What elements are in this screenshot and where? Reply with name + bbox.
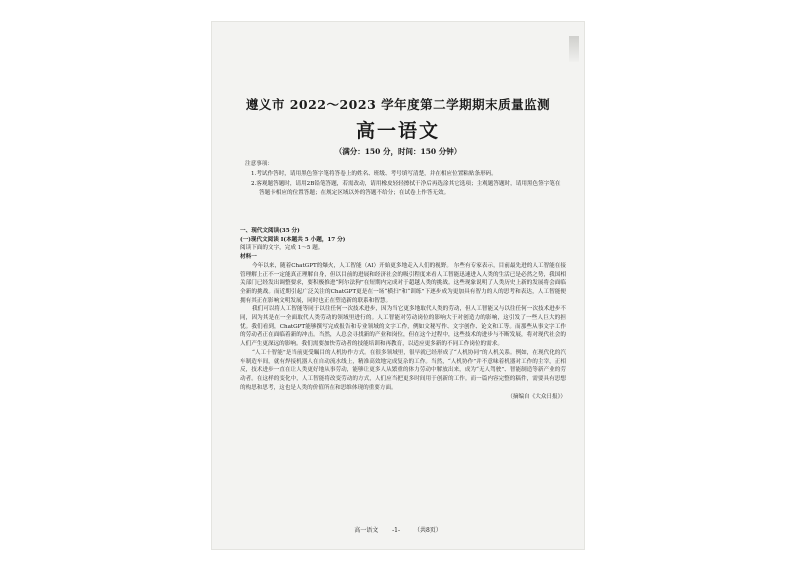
notice-block (245, 160, 565, 199)
scan-fold-mark (569, 36, 579, 62)
section-instruction: 阅读下面的文字，完成 1～5 题。 (240, 245, 324, 252)
notice-item: 1.考试作答时，请用黑色签字笔将答卷上的姓名、班级、考号填写清楚，并在相应位置粘贴条形码。 (251, 170, 497, 177)
subject-title: 高一语文 (355, 120, 440, 142)
section-title: 一、现代文阅读(35 分) (240, 228, 300, 234)
footer-page-number: -1- (392, 527, 401, 534)
section-subtitle: (一)现代文阅读 I(本题共 5 小题，17 分) (240, 236, 346, 243)
material-paragraph: 今年以来，随着ChatGPT的爆火，人工智能（AI）开始更多地走入人们的视野。 尔些有专家表示，目前最先进的人工智能在接管理解上正不一定能真正理解自身，但以目前的进展和经济社会的吸引程度来看人工智能迅速进入人类的生活已是必然之势，我国相关部门已经发出调整要求，要积极推进“阿尔法狗”在短期内完成对于超越人类的挑战。这些现象说明了人类历史上新的发展将会面临全新的挑战。而近期引起广泛关注的ChatGPT更是在一场“横扫”和“训练”下逐步成为更加具有智力的人的思考和表达，人工智能便拥有其正在影响文明发展，同时也正在塑造新的联系和智慧。 (240, 262, 566, 304)
notice-title: 注意事项： (245, 161, 273, 167)
exam-page (212, 22, 584, 549)
material-paragraph: “人工十智能”是当前更受瞩目的人机协作方式。在很多领域里，很早就已经形成了“人机协同”的人机关系。例如，在现代化的汽车制造车间，就有焊接机器人在自动流水线上，精准高效地完成复杂的工作。当然，“人机协作”并不意味着机器对工作的主宰，正相反，技术进步一直在让人类更好地从事劳动，能够让更多人从繁重的体力劳动中解放出来，成为“无人驾驶”、智能制造等新产业的劳动者。在这样的变化中，人工智能将改变劳动的方式，人们应当把更多时间用于创新的工作。而一篇内容完整的稿件，需要具有思想的构思和思考，这也是人类的价值所在和思维体现的重要方面。 (240, 349, 566, 391)
material-label: 材料一 (240, 254, 257, 261)
score-time-line: （满分：150 分，时间：150 分钟） (334, 147, 462, 156)
notice-item: 2.客观题答题时，请用2B铅笔答题，若需改动，请用橡皮轻轻擦拭干净后再选涂其它选项；主观题答题时，请用黑色签字笔在答题卡相应的位置答题；在规定区域以外的答题不给分；在试卷上作答无效。 (251, 180, 561, 197)
material-paragraph: 我们可以将人工智能等同于以往任何一次技术进步，因为当它更多地取代人类的劳动，但人工智能又与以往任何一次技术进步不同，因为其是在一全面取代人类劳动的领域里进行的。人工智能对劳动岗位的影响大于对创造力的影响，这引发了一些人巨大的担忧。我们看到，ChatGPT能够撰写完成报告和专业领域的文字工作，例如文秘写作、文字创作、论文和工等。而那些从事文字工作的劳动者正在面临着新的冲击。当然，人总会寻找新的产业和岗位，但在这个过程中，这些技术的进步与不断发展，将对现代社会的人们产生更深远的影响。我们需要加快劳动者的技能培训和再教育，以适应更多新的不同工作岗位的需求。 (240, 306, 566, 348)
footer-subject: 高一语文 (354, 527, 379, 534)
reading-section (240, 227, 566, 402)
footer-total-pages: （共8页） (413, 527, 442, 534)
page-footer (212, 525, 584, 534)
exam-title: 遵义市 2022～2023 学年度第二学期期末质量监测 (245, 97, 551, 112)
material-source: （摘编自《大众日报》） (507, 394, 566, 401)
